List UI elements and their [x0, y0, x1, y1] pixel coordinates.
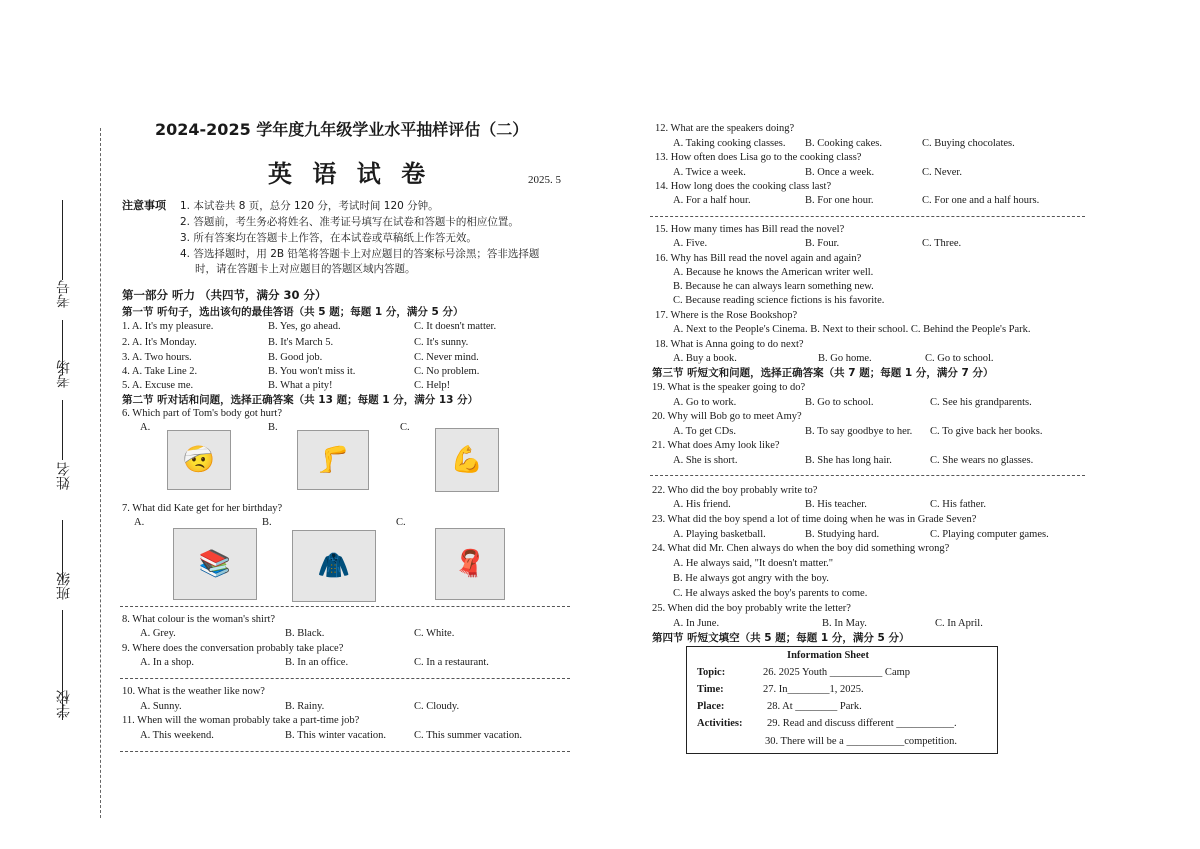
name-label: 姓名: [56, 462, 72, 490]
q23-option-a[interactable]: A. Playing basketball.: [673, 529, 766, 540]
divider: [650, 475, 1085, 476]
books-icon: 📚: [198, 549, 232, 579]
q25-text: 25. When did the boy probably write the letter?: [652, 603, 851, 614]
q11-text: 11. When will the woman probably take a part-time job?: [122, 715, 360, 726]
notice-item: 3. 所有答案均在答题卡上作答，在本试卷或草稿纸上作答无效。: [180, 232, 477, 244]
q22-option-c[interactable]: C. His father.: [930, 499, 986, 510]
q1-option-c[interactable]: C. It doesn't matter.: [414, 321, 497, 332]
sweater-icon: 🧥: [317, 551, 351, 581]
q8-option-a[interactable]: A. Grey.: [140, 628, 176, 639]
q19-option-c[interactable]: C. See his grandparents.: [930, 397, 1032, 408]
q20-option-c[interactable]: C. To give back her books.: [930, 426, 1043, 437]
q10-option-b[interactable]: B. Rainy.: [285, 701, 325, 712]
info-blank-26[interactable]: 26. 2025 Youth __________ Camp: [763, 667, 911, 678]
section3-title: 第三节 听短文和问题，选择正确答案（共 7 题；每题 1 分，满分 7 分）: [652, 367, 994, 379]
q5-option-b[interactable]: B. What a pity!: [268, 380, 333, 391]
q16-option-a[interactable]: A. Because he knows the American writer well.: [673, 267, 874, 278]
q18-text: 18. What is Anna going to do next?: [655, 339, 804, 350]
q14-option-c[interactable]: C. For one and a half hours.: [922, 195, 1040, 206]
q15-option-c[interactable]: C. Three.: [922, 238, 962, 249]
q4-option-a[interactable]: 4. A. Take Line 2.: [122, 366, 198, 377]
divider: [120, 606, 570, 607]
q13-text: 13. How often does Lisa go to the cooking class?: [655, 152, 862, 163]
q25-option-b[interactable]: B. In May.: [822, 618, 867, 629]
class-blank: [62, 520, 63, 580]
q21-option-a[interactable]: A. She is short.: [673, 455, 738, 466]
q10-text: 10. What is the weather like now?: [122, 686, 265, 697]
q11-option-a[interactable]: A. This weekend.: [140, 730, 214, 741]
q16-option-b[interactable]: B. Because he can always learn something new.: [673, 281, 874, 292]
divider: [650, 216, 1085, 217]
info-label-topic: Topic:: [697, 667, 726, 678]
q13-option-c[interactable]: C. Never.: [922, 167, 962, 178]
q25-option-a[interactable]: A. In June.: [673, 618, 720, 629]
q6-text: 6. Which part of Tom's body got hurt?: [122, 408, 282, 419]
q7-image-books[interactable]: [173, 528, 257, 600]
q1-option-a[interactable]: 1. A. It's my pleasure.: [122, 321, 214, 332]
q7-image-sweater[interactable]: [292, 530, 376, 602]
info-blank-27[interactable]: 27. In________1, 2025.: [763, 684, 864, 695]
q24-option-a[interactable]: A. He always said, "It doesn't matter.": [673, 558, 834, 569]
bandaged-head-icon: 🤕: [182, 445, 216, 475]
q24-option-c[interactable]: C. He always asked the boy's parents to come.: [673, 588, 868, 599]
q9-option-b[interactable]: B. In an office.: [285, 657, 349, 668]
exam-date: 2025. 5: [528, 174, 561, 186]
q7-text: 7. What did Kate get for her birthday?: [122, 503, 283, 514]
q7-label-a: A.: [134, 517, 145, 528]
q18-option-a[interactable]: A. Buy a book.: [673, 353, 737, 364]
info-blank-28[interactable]: 28. At ________ Park.: [767, 701, 862, 712]
q1-option-b[interactable]: B. Yes, go ahead.: [268, 321, 341, 332]
injured-leg-icon: 🦵: [316, 445, 350, 475]
q15-option-a[interactable]: A. Five.: [673, 238, 708, 249]
q18-option-b[interactable]: B. Go home.: [818, 353, 872, 364]
binding-line: [100, 128, 101, 818]
school-label: 学校: [56, 690, 72, 718]
q9-text: 9. Where does the conversation probably take place?: [122, 643, 344, 654]
q22-option-a[interactable]: A. His friend.: [673, 499, 731, 510]
q5-option-c[interactable]: C. Help!: [414, 380, 451, 391]
q7-image-scarf[interactable]: [435, 528, 505, 600]
subject-title: 英 语 试 卷: [268, 160, 432, 188]
q9-option-c[interactable]: C. In a restaurant.: [414, 657, 489, 668]
q8-text: 8. What colour is the woman's shirt?: [122, 614, 276, 625]
section4-title: 第四节 听短文填空（共 5 题；每题 1 分，满分 5 分）: [652, 632, 910, 644]
info-label-place: Place:: [697, 701, 725, 712]
q4-option-b[interactable]: B. You won't miss it.: [268, 366, 356, 377]
q19-text: 19. What is the speaker going to do?: [652, 382, 806, 393]
q2-option-a[interactable]: 2. A. It's Monday.: [122, 337, 197, 348]
q12-option-a[interactable]: A. Taking cooking classes.: [673, 138, 786, 149]
q3-option-a[interactable]: 3. A. Two hours.: [122, 352, 192, 363]
q14-text: 14. How long does the cooking class last?: [655, 181, 832, 192]
q14-option-b[interactable]: B. For one hour.: [805, 195, 874, 206]
info-blank-30[interactable]: 30. There will be a ___________competition.: [765, 736, 957, 747]
divider: [120, 678, 570, 679]
q11-option-c[interactable]: C. This summer vacation.: [414, 730, 522, 741]
notice-item: 4. 答选择题时，用 2B 铅笔将答题卡上对应题目的答案标号涂黑；答非选择题: [180, 248, 540, 260]
q11-option-b[interactable]: B. This winter vacation.: [285, 730, 386, 741]
q6-image-leg[interactable]: [297, 430, 369, 490]
q13-option-b[interactable]: B. Once a week.: [805, 167, 875, 178]
q20-option-a[interactable]: A. To get CDs.: [673, 426, 736, 437]
exam-title: 2024-2025 学年度九年级学业水平抽样评估（二）: [155, 120, 529, 139]
q3-option-c[interactable]: C. Never mind.: [414, 352, 479, 363]
q22-text: 22. Who did the boy probably write to?: [652, 485, 818, 496]
class-label: 班级: [56, 572, 72, 600]
info-label-activities: Activities:: [697, 718, 743, 729]
info-sheet-title: Information Sheet: [787, 650, 869, 661]
q22-option-b[interactable]: B. His teacher.: [805, 499, 867, 510]
injured-arm-icon: 💪: [450, 445, 484, 475]
q14-option-a[interactable]: A. For a half hour.: [673, 195, 751, 206]
q8-option-b[interactable]: B. Black.: [285, 628, 325, 639]
q20-text: 20. Why will Bob go to meet Amy?: [652, 411, 802, 422]
q16-text: 16. Why has Bill read the novel again and again?: [655, 253, 862, 264]
q24-option-b[interactable]: B. He always got angry with the boy.: [673, 573, 829, 584]
scarf-icon: 🧣: [453, 549, 487, 579]
q19-option-b[interactable]: B. Go to school.: [805, 397, 874, 408]
notice-item: 2. 答题前，考生务必将姓名、准考证号填写在试卷和答题卡的相应位置。: [180, 216, 519, 228]
q7-label-c: C.: [396, 517, 406, 528]
info-label-time: Time:: [697, 684, 724, 695]
exam-number-label: 考号: [56, 280, 72, 308]
q18-option-c[interactable]: C. Go to school.: [925, 353, 994, 364]
q3-option-b[interactable]: B. Good job.: [268, 352, 323, 363]
q23-option-c[interactable]: C. Playing computer games.: [930, 529, 1049, 540]
q17-options[interactable]: A. Next to the People's Cinema. B. Next to their school. C. Behind the People's Park.: [673, 324, 1031, 335]
q20-option-b[interactable]: B. To say goodbye to her.: [805, 426, 913, 437]
q12-option-b[interactable]: B. Cooking cakes.: [805, 138, 882, 149]
q12-text: 12. What are the speakers doing?: [655, 123, 795, 134]
q15-text: 15. How many times has Bill read the novel?: [655, 224, 845, 235]
q16-option-c[interactable]: C. Because reading science fictions is his favorite.: [673, 295, 885, 306]
q23-option-b[interactable]: B. Studying hard.: [805, 529, 880, 540]
exam-number-blank: [62, 200, 63, 280]
q24-text: 24. What did Mr. Chen always do when the boy did something wrong?: [652, 543, 950, 554]
q19-option-a[interactable]: A. Go to work.: [673, 397, 737, 408]
q25-option-c[interactable]: C. In April.: [935, 618, 983, 629]
name-blank: [62, 400, 63, 460]
section1-title: 第一节 听句子，选出该句的最佳答语（共 5 题；每题 1 分，满分 5 分）: [122, 306, 464, 318]
info-blank-29[interactable]: 29. Read and discuss different ___________.: [767, 718, 957, 729]
q6-label-c: C.: [400, 422, 410, 433]
q6-label-b: B.: [268, 422, 278, 433]
q21-option-c[interactable]: C. She wears no glasses.: [930, 455, 1034, 466]
q12-option-c[interactable]: C. Buying chocolates.: [922, 138, 1015, 149]
information-sheet: [686, 646, 998, 754]
q15-option-b[interactable]: B. Four.: [805, 238, 840, 249]
q23-text: 23. What did the boy spend a lot of time doing when he was in Grade Seven?: [652, 514, 977, 525]
part1-title: 第一部分 听力 （共四节，满分 30 分）: [122, 288, 327, 302]
q2-option-c[interactable]: C. It's sunny.: [414, 337, 469, 348]
q10-option-c[interactable]: C. Cloudy.: [414, 701, 460, 712]
section2-title: 第二节 听对话和问题，选择正确答案（共 13 题；每题 1 分，满分 13 分）: [122, 394, 479, 406]
notice-item: 时，请在答题卡上对应题目的答题区域内答题。: [195, 263, 416, 275]
q21-text: 21. What does Amy look like?: [652, 440, 780, 451]
q6-image-head[interactable]: [167, 430, 231, 490]
q8-option-c[interactable]: C. White.: [414, 628, 455, 639]
q5-option-a[interactable]: 5. A. Excuse me.: [122, 380, 194, 391]
notice-item: 1. 本试卷共 8 页，总分 120 分，考试时间 120 分钟。: [180, 200, 439, 212]
q10-option-a[interactable]: A. Sunny.: [140, 701, 182, 712]
q17-text: 17. Where is the Rose Bookshop?: [655, 310, 798, 321]
q6-label-a: A.: [140, 422, 151, 433]
q2-option-b[interactable]: B. It's March 5.: [268, 337, 334, 348]
q21-option-b[interactable]: B. She has long hair.: [805, 455, 892, 466]
q7-label-b: B.: [262, 517, 272, 528]
exam-room-label: 考场: [56, 360, 72, 388]
q4-option-c[interactable]: C. No problem.: [414, 366, 480, 377]
divider: [120, 751, 570, 752]
notice-label: 注意事项: [122, 199, 166, 212]
q6-image-arm[interactable]: [435, 428, 499, 492]
q9-option-a[interactable]: A. In a shop.: [140, 657, 194, 668]
q13-option-a[interactable]: A. Twice a week.: [673, 167, 746, 178]
